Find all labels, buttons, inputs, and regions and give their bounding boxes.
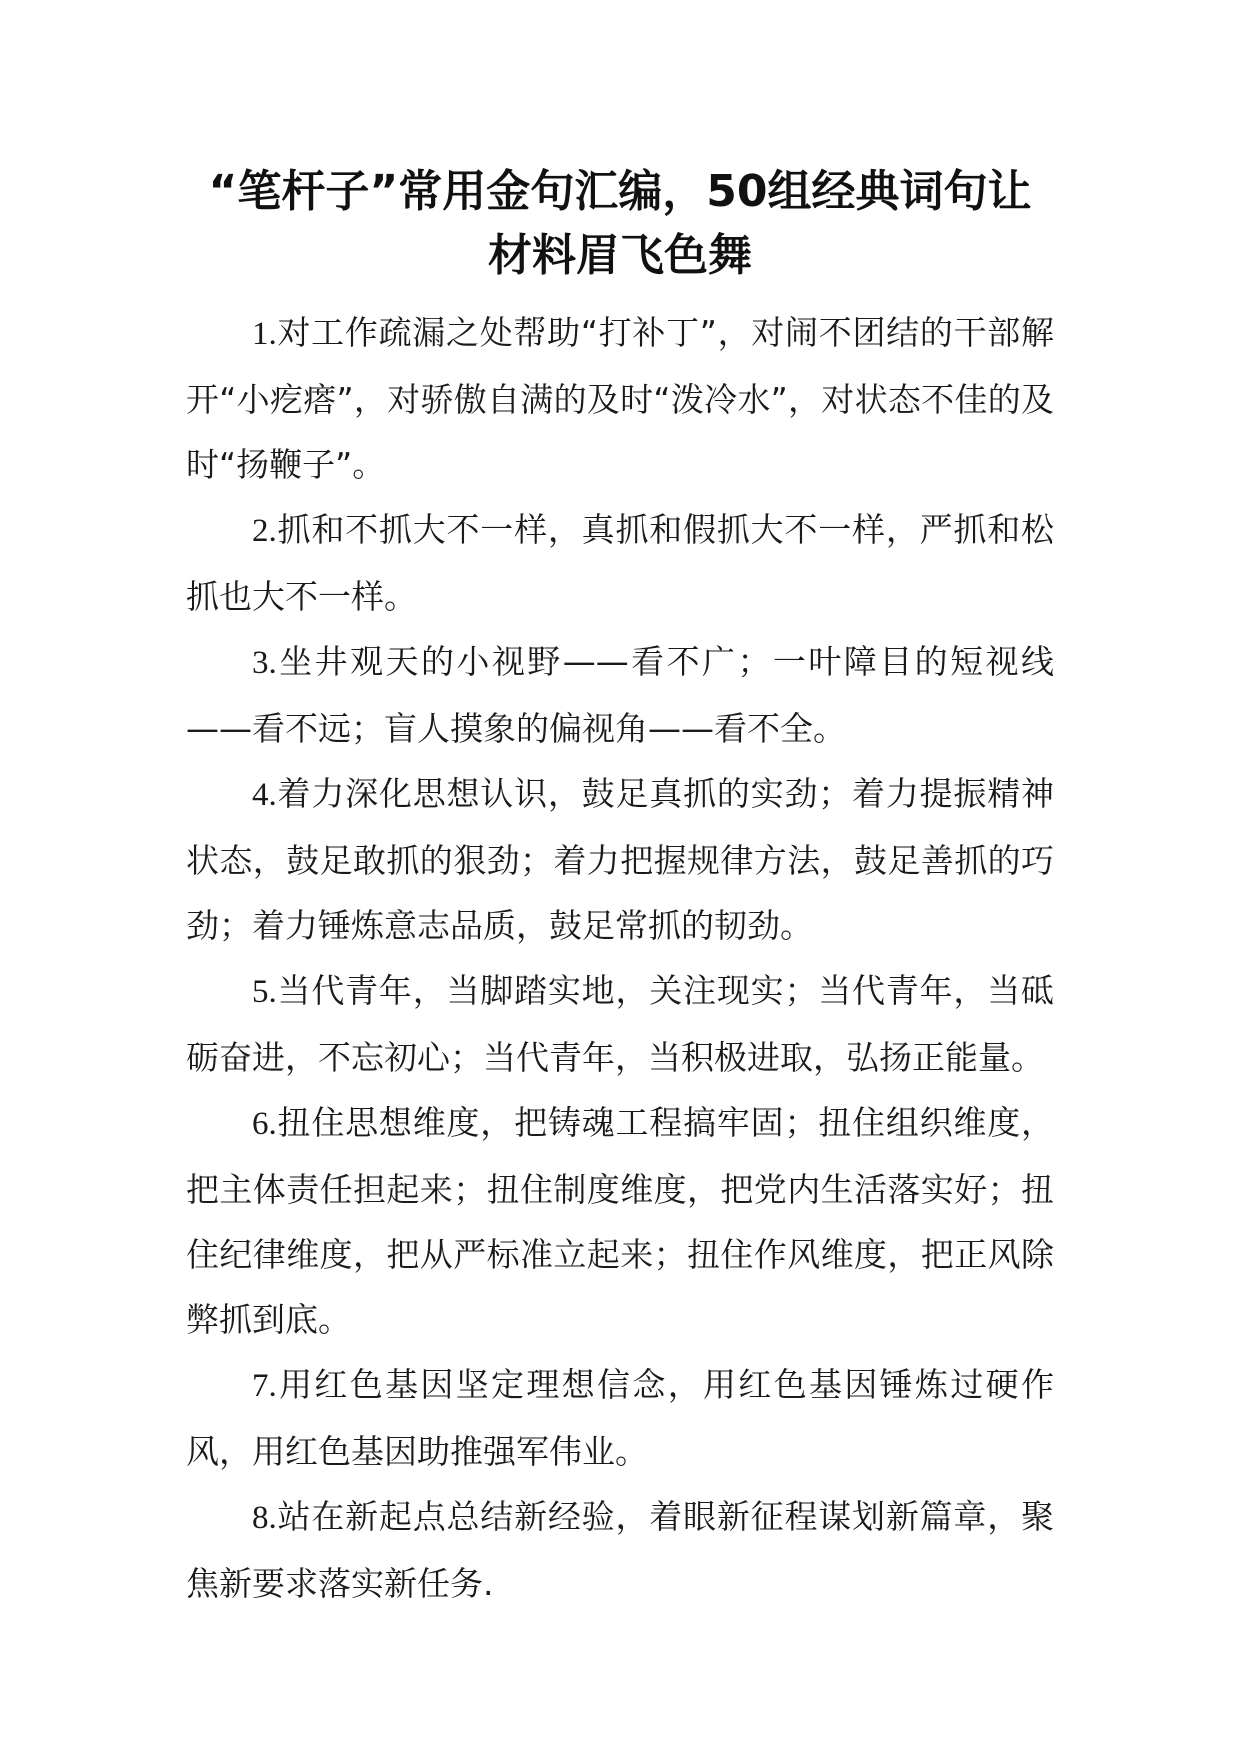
paragraph-7: [186, 1352, 1054, 1484]
paragraph-text: 站在新起点总结新经验，着眼新征程谋划新篇章，聚焦新要求落实新任务.: [186, 1497, 1054, 1603]
paragraph-number: 6.: [252, 1106, 277, 1142]
paragraph-1: [186, 300, 1054, 497]
paragraph-number: 7.: [252, 1368, 277, 1404]
paragraph-text: 坐井观天的小视野——看不广；一叶障目的短视线——看不远；盲人摸象的偏视角——看不全。: [186, 642, 1054, 748]
title-line-2: 材料眉飞色舞: [488, 230, 752, 281]
paragraph-number: 5.: [252, 974, 277, 1010]
paragraph-2: [186, 497, 1054, 629]
paragraph-text: 对工作疏漏之处帮助“打补丁”，对闹不团结的干部解开“小疙瘩”，对骄傲自满的及时“泼冷水”，对状态不佳的及时“扬鞭子”。: [186, 313, 1054, 484]
paragraph-text: 当代青年，当脚踏实地，关注现实；当代青年，当砥砺奋进，不忘初心；当代青年，当积极进取，弘扬正能量。: [186, 971, 1054, 1077]
paragraph-text: 着力深化思想认识，鼓足真抓的实劲；着力提振精神状态，鼓足敢抓的狠劲；着力把握规律方法，鼓足善抓的巧劲；着力锤炼意志品质，鼓足常抓的韧劲。: [186, 774, 1054, 945]
paragraph-3: [186, 629, 1054, 761]
title-line-1: “笔杆子”常用金句汇编，50组经典词句让: [208, 166, 1032, 217]
paragraph-8: [186, 1484, 1054, 1616]
paragraph-6: [186, 1090, 1054, 1352]
paragraph-number: 8.: [252, 1500, 277, 1536]
paragraph-number: 4.: [252, 777, 277, 813]
paragraph-number: 1.: [252, 316, 277, 352]
paragraph-4: [186, 761, 1054, 958]
paragraph-text: 抓和不抓大不一样，真抓和假抓大不一样，严抓和松抓也大不一样。: [186, 510, 1054, 616]
paragraph-text: 扭住思想维度，把铸魂工程搞牢固；扭住组织维度，把主体责任担起来；扭住制度维度，把党内生活落实好；扭住纪律维度，把从严标准立起来；扭住作风维度，把正风除弊抓到底。: [186, 1103, 1054, 1339]
paragraph-5: [186, 958, 1054, 1090]
paragraph-number: 3.: [252, 645, 277, 681]
paragraph-number: 2.: [252, 513, 277, 549]
paragraph-text: 用红色基因坚定理想信念，用红色基因锤炼过硬作风，用红色基因助推强军伟业。: [186, 1365, 1054, 1471]
document-title: [180, 160, 1060, 288]
document-body: [186, 300, 1054, 1616]
